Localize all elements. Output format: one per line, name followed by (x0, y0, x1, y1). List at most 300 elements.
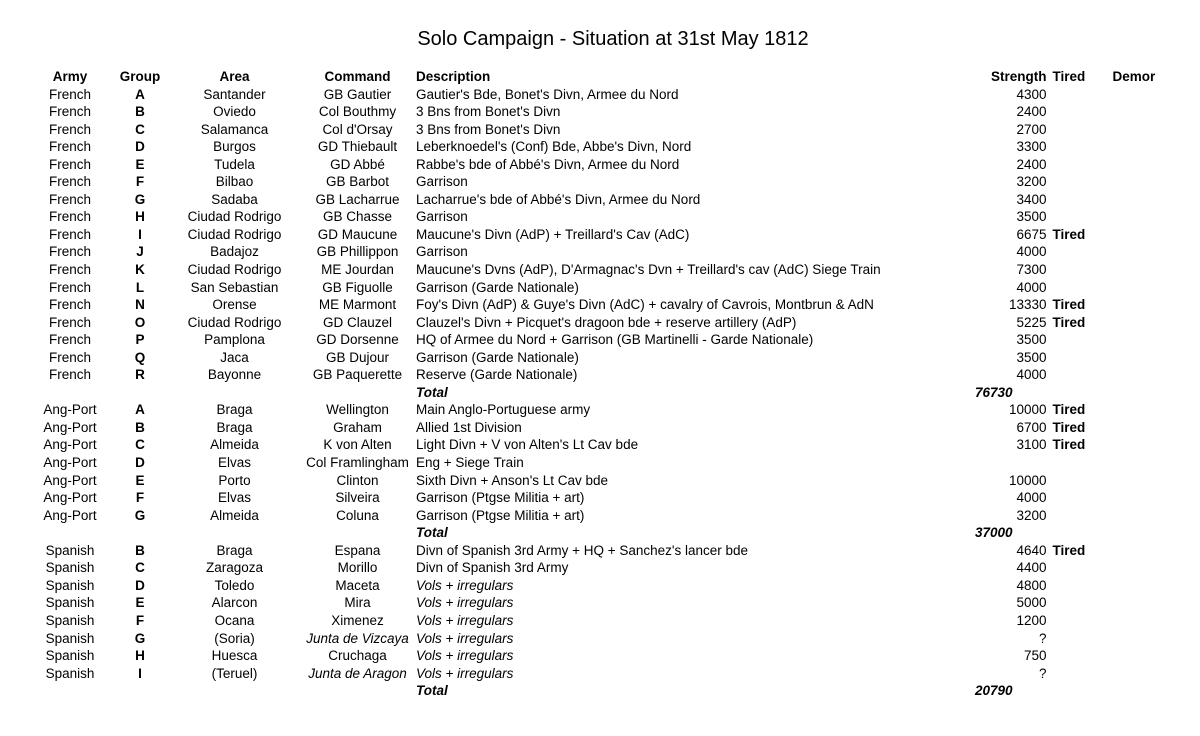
area-cell: Alarcon (211, 595, 258, 611)
description-cell: Vols + irregulars (416, 648, 514, 664)
header-army: Army (52, 69, 88, 84)
empty-cell (170, 682, 299, 700)
demor-cell (1113, 577, 1173, 595)
description-cell: Vols + irregulars (416, 665, 514, 681)
empty-cell (110, 384, 170, 402)
table-row (30, 454, 1173, 472)
description-cell: 3 Bns from Bonet's Divn (416, 104, 561, 120)
strength-cell: 10000 (1008, 472, 1047, 488)
group-cell: E (135, 595, 145, 611)
strength-cell: 3300 (1016, 139, 1047, 155)
tired-cell (1047, 103, 1113, 121)
description-cell: Light Divn + V von Alten's Lt Cav bde (416, 437, 639, 453)
description-cell: HQ of Armee du Nord + Garrison (GB Martinelli - Garde Nationale) (416, 332, 814, 348)
area-cell: (Teruel) (211, 665, 258, 681)
demor-cell (1113, 665, 1173, 683)
description-cell: Vols + irregulars (416, 612, 514, 628)
tired-cell: Tired (1052, 542, 1086, 558)
command-cell: GB Chasse (322, 209, 393, 225)
demor-cell (1113, 647, 1173, 665)
area-cell: Braga (216, 419, 253, 435)
tired-cell: Tired (1052, 297, 1086, 313)
empty-cell (1047, 682, 1113, 700)
total-value: 37000 (975, 525, 1013, 541)
demor-cell (1113, 454, 1173, 472)
area-cell: Toledo (214, 577, 255, 593)
area-cell: Elvas (217, 455, 251, 471)
army-cell: Spanish (45, 630, 95, 646)
group-cell: P (135, 332, 145, 348)
group-cell: L (135, 279, 145, 295)
demor-cell (1113, 401, 1173, 419)
demor-cell (1113, 261, 1173, 279)
group-cell: D (135, 577, 145, 593)
army-cell: French (48, 191, 92, 207)
description-cell: Garrison (Garde Nationale) (416, 349, 579, 365)
command-cell: Wellington (326, 402, 389, 418)
area-cell: Ciudad Rodrigo (187, 314, 282, 330)
table-row (30, 156, 1173, 174)
command-cell: Coluna (336, 507, 379, 523)
description-cell: Garrison (Ptgse Militia + art) (416, 507, 585, 523)
command-cell: Cruchaga (328, 648, 387, 664)
table-row (30, 279, 1173, 297)
tired-cell (1047, 577, 1113, 595)
demor-cell (1113, 296, 1173, 314)
strength-cell: 3200 (1016, 174, 1047, 190)
command-cell: Junta de Vizcaya (306, 630, 409, 646)
total-label: Total (416, 525, 448, 541)
empty-cell (1113, 524, 1173, 542)
group-cell: F (135, 612, 145, 628)
empty-cell (170, 524, 299, 542)
table-row (30, 436, 1173, 454)
command-cell: Mira (344, 595, 371, 611)
command-cell: GB Phillippon (316, 244, 399, 260)
tired-cell: Tired (1052, 402, 1086, 418)
empty-cell (1113, 384, 1173, 402)
area-cell: Ciudad Rodrigo (187, 262, 282, 278)
tired-cell (1047, 366, 1113, 384)
strength-cell: 4000 (1016, 279, 1047, 295)
empty-cell (110, 524, 170, 542)
group-cell: B (135, 542, 145, 558)
table-row (30, 647, 1173, 665)
empty-cell (1047, 384, 1113, 402)
group-cell: F (135, 490, 145, 506)
description-cell: Vols + irregulars (416, 577, 514, 593)
army-cell: French (48, 209, 92, 225)
table-row (30, 191, 1173, 209)
description-cell: Divn of Spanish 3rd Army + HQ + Sanchez's lancer bde (416, 542, 748, 558)
strength-cell: 3500 (1016, 209, 1047, 225)
army-cell: Spanish (45, 577, 95, 593)
description-cell: Garrison (Ptgse Militia + art) (416, 490, 585, 506)
command-cell: Silveira (335, 490, 380, 506)
total-value-cell (975, 682, 1047, 700)
header-row (30, 68, 1173, 86)
area-cell: Huesca (211, 648, 258, 664)
command-cell: ME Marmont (318, 297, 397, 313)
strength-cell: 1200 (1016, 612, 1047, 628)
table-row (30, 472, 1173, 490)
tired-cell (1047, 489, 1113, 507)
strength-cell: 4800 (1016, 577, 1047, 593)
tired-cell (1047, 243, 1113, 261)
total-label: Total (416, 683, 448, 699)
total-value-cell (975, 524, 1047, 542)
army-cell: French (48, 279, 92, 295)
tired-cell (1047, 191, 1113, 209)
demor-cell (1113, 331, 1173, 349)
strength-cell: 4640 (1016, 542, 1047, 558)
strength-cell: 3400 (1016, 191, 1047, 207)
area-cell: Braga (216, 542, 253, 558)
tired-cell (1047, 156, 1113, 174)
army-cell: French (48, 104, 92, 120)
page-title: Solo Campaign - Situation at 31st May 1812 (417, 28, 809, 50)
area-cell: Pamplona (204, 332, 265, 348)
tired-cell (1047, 612, 1113, 630)
command-cell: Junta de Aragon (308, 665, 407, 681)
army-cell: French (48, 226, 92, 242)
demor-cell (1113, 156, 1173, 174)
command-cell: GD Abbé (330, 156, 385, 172)
table-row (30, 630, 1173, 648)
header-demor: Demor (1112, 69, 1156, 84)
table-row (30, 296, 1173, 314)
tired-cell (1047, 594, 1113, 612)
demor-cell (1113, 612, 1173, 630)
table-row (30, 103, 1173, 121)
command-cell: GB Paquerette (312, 367, 403, 383)
strength-cell: 3500 (1016, 349, 1047, 365)
strength-cell: ? (1038, 630, 1047, 646)
strength-cell: 6700 (1016, 419, 1047, 435)
description-cell: Sixth Divn + Anson's Lt Cav bde (416, 472, 609, 488)
tired-cell: Tired (1052, 419, 1086, 435)
area-cell: Salamanca (200, 121, 269, 137)
strength-cell (991, 454, 1047, 472)
description-cell: Eng + Siege Train (416, 455, 524, 471)
group-cell: D (135, 139, 145, 155)
tired-cell: Tired (1052, 314, 1086, 330)
strength-cell: 5225 (1016, 314, 1047, 330)
strength-cell: 750 (1023, 648, 1047, 664)
tired-cell (1047, 349, 1113, 367)
army-cell: French (48, 297, 92, 313)
area-cell: Oviedo (213, 104, 256, 120)
table-row (30, 261, 1173, 279)
empty-cell (30, 384, 110, 402)
command-cell: Graham (333, 419, 382, 435)
area-cell: Santander (203, 86, 266, 102)
table-row (30, 507, 1173, 525)
demor-cell (1113, 121, 1173, 139)
army-cell: Spanish (45, 665, 95, 681)
tired-cell (1047, 208, 1113, 226)
group-cell: A (135, 86, 145, 102)
table-row (30, 138, 1173, 156)
tired-cell (1047, 173, 1113, 191)
army-cell: French (48, 139, 92, 155)
demor-cell (1113, 243, 1173, 261)
group-cell: K (135, 262, 145, 278)
group-cell: A (135, 402, 145, 418)
area-cell: Bilbao (215, 174, 254, 190)
strength-cell: 4000 (1016, 244, 1047, 260)
army-cell: Ang-Port (43, 455, 97, 471)
demor-cell (1113, 191, 1173, 209)
demor-cell (1113, 226, 1173, 244)
demor-cell (1113, 594, 1173, 612)
tired-cell (1047, 665, 1113, 683)
total-row (30, 524, 1173, 542)
strength-cell: 3500 (1016, 332, 1047, 348)
tired-cell (1047, 472, 1113, 490)
strength-cell: 10000 (1008, 402, 1047, 418)
description-cell: Gautier's Bde, Bonet's Divn, Armee du Nord (416, 86, 679, 102)
group-cell: H (135, 209, 145, 225)
description-cell: Garrison (Garde Nationale) (416, 279, 579, 295)
group-cell: B (135, 104, 145, 120)
command-cell: GB Barbot (325, 174, 390, 190)
header-description: Description (416, 69, 491, 84)
description-cell: Garrison (416, 244, 468, 260)
tired-cell: Tired (1052, 437, 1086, 453)
empty-cell (1047, 524, 1113, 542)
header-group: Group (119, 69, 161, 84)
army-cell: Ang-Port (43, 437, 97, 453)
header-area: Area (219, 69, 250, 84)
group-cell: N (135, 297, 145, 313)
area-cell: Almeida (210, 437, 259, 453)
table-row (30, 612, 1173, 630)
empty-cell (299, 384, 416, 402)
demor-cell (1113, 208, 1173, 226)
army-cell: French (48, 244, 92, 260)
army-cell: Ang-Port (43, 419, 97, 435)
demor-cell (1113, 542, 1173, 560)
table-row (30, 665, 1173, 683)
group-cell: B (135, 419, 145, 435)
demor-cell (1113, 419, 1173, 437)
area-cell: Ocana (214, 612, 255, 628)
description-cell: Garrison (416, 174, 468, 190)
group-cell: E (135, 156, 145, 172)
command-cell: GB Gautier (323, 86, 392, 102)
strength-cell: 2400 (1016, 156, 1047, 172)
command-cell: GD Clauzel (322, 314, 393, 330)
table-row (30, 314, 1173, 332)
army-cell: French (48, 156, 92, 172)
command-cell: GD Maucune (317, 226, 398, 242)
tired-cell (1047, 630, 1113, 648)
strength-cell: 4300 (1016, 86, 1047, 102)
table-row (30, 121, 1173, 139)
empty-cell (170, 384, 299, 402)
strength-cell: 2700 (1016, 121, 1047, 137)
command-cell: K von Alten (323, 437, 392, 453)
strength-cell: 3100 (1016, 437, 1047, 453)
strength-cell: 4000 (1016, 367, 1047, 383)
command-cell: GB Dujour (325, 349, 390, 365)
strength-cell: 4000 (1016, 490, 1047, 506)
army-cell: Spanish (45, 595, 95, 611)
army-cell: French (48, 367, 92, 383)
tired-cell (1047, 331, 1113, 349)
group-cell: F (135, 174, 145, 190)
total-value: 20790 (975, 683, 1013, 699)
army-cell: French (48, 349, 92, 365)
demor-cell (1113, 630, 1173, 648)
description-cell: Foy's Divn (AdP) & Guye's Divn (AdC) + cavalry of Cavrois, Montbrun & AdN (416, 297, 874, 313)
area-cell: Jaca (220, 349, 249, 365)
table-row (30, 594, 1173, 612)
group-cell: I (138, 226, 142, 242)
army-cell: French (48, 314, 92, 330)
demor-cell (1113, 103, 1173, 121)
area-cell: Ciudad Rodrigo (187, 209, 282, 225)
table-row (30, 331, 1173, 349)
description-cell: Clauzel's Divn + Picquet's dragoon bde + reserve artillery (AdP) (416, 314, 797, 330)
description-cell: Garrison (416, 209, 468, 225)
group-cell: C (135, 560, 145, 576)
strength-cell: ? (1038, 665, 1047, 681)
area-cell: Porto (218, 472, 251, 488)
total-value: 76730 (975, 384, 1013, 400)
tired-cell (1047, 454, 1113, 472)
tired-cell (1047, 121, 1113, 139)
area-cell: Ciudad Rodrigo (187, 226, 282, 242)
header-command: Command (324, 69, 391, 84)
empty-cell (30, 524, 110, 542)
table-row (30, 542, 1173, 560)
description-cell: 3 Bns from Bonet's Divn (416, 121, 561, 137)
tired-cell (1047, 261, 1113, 279)
strength-cell: 7300 (1016, 262, 1047, 278)
group-cell: G (134, 507, 146, 523)
army-cell: Ang-Port (43, 402, 97, 418)
army-cell: French (48, 332, 92, 348)
army-cell: French (48, 174, 92, 190)
description-cell: Vols + irregulars (416, 630, 514, 646)
description-cell: Divn of Spanish 3rd Army (416, 560, 569, 576)
tired-cell (1047, 507, 1113, 525)
table-row (30, 577, 1173, 595)
command-cell: Clinton (336, 472, 379, 488)
demor-cell (1113, 279, 1173, 297)
table-row (30, 366, 1173, 384)
command-cell: Col d'Orsay (322, 121, 393, 137)
area-cell: Zaragoza (205, 560, 264, 576)
total-label: Total (416, 384, 448, 400)
area-cell: Bayonne (207, 367, 262, 383)
army-cell: Spanish (45, 542, 95, 558)
strength-cell: 6675 (1016, 226, 1047, 242)
area-cell: Elvas (217, 490, 251, 506)
command-cell: GB Lacharrue (315, 191, 400, 207)
empty-cell (110, 682, 170, 700)
table-row (30, 401, 1173, 419)
demor-cell (1113, 86, 1173, 104)
description-cell: Allied 1st Division (416, 419, 522, 435)
strength-cell: 3200 (1016, 507, 1047, 523)
description-cell: Maucune's Divn (AdP) + Treillard's Cav (AdC) (416, 226, 690, 242)
demor-cell (1113, 314, 1173, 332)
army-cell: Ang-Port (43, 472, 97, 488)
strength-cell: 5000 (1016, 595, 1047, 611)
description-cell: Main Anglo-Portuguese army (416, 402, 591, 418)
group-cell: D (135, 455, 145, 471)
tired-cell (1047, 647, 1113, 665)
area-cell: Sadaba (211, 191, 258, 207)
total-value-cell (975, 384, 1047, 402)
description-cell: Rabbe's bde of Abbé's Divn, Armee du Nord (416, 156, 680, 172)
tired-cell (1047, 559, 1113, 577)
area-cell: Tudela (214, 156, 255, 172)
description-cell: Maucune's Dvns (AdP), D'Armagnac's Dvn + Treillard's cav (AdC) Siege Train (416, 262, 881, 278)
army-cell: French (48, 121, 92, 137)
empty-cell (299, 682, 416, 700)
group-cell: O (134, 314, 146, 330)
area-cell: Burgos (213, 139, 256, 155)
command-cell: GD Thiebault (317, 139, 398, 155)
table-row (30, 173, 1173, 191)
description-cell: Reserve (Garde Nationale) (416, 367, 578, 383)
strength-cell: 13330 (1008, 297, 1047, 313)
header-tired: Tired (1052, 69, 1086, 84)
header-strength: Strength (991, 69, 1047, 84)
group-cell: G (134, 191, 146, 207)
total-row (30, 682, 1173, 700)
tired-cell: Tired (1052, 226, 1086, 242)
army-cell: Spanish (45, 648, 95, 664)
table-row (30, 559, 1173, 577)
strength-cell: 4400 (1016, 560, 1047, 576)
area-cell: Orense (212, 297, 257, 313)
strength-cell: 2400 (1016, 104, 1047, 120)
command-cell: Col Framlingham (306, 455, 409, 471)
table-row (30, 226, 1173, 244)
command-cell: Col Bouthmy (318, 104, 397, 120)
description-cell: Vols + irregulars (416, 595, 514, 611)
table-row (30, 243, 1173, 261)
demor-cell (1113, 173, 1173, 191)
area-cell: (Soria) (214, 630, 255, 646)
command-cell: Ximenez (331, 612, 384, 628)
area-cell: Badajoz (210, 244, 259, 260)
table-row (30, 86, 1173, 104)
tired-cell (1047, 138, 1113, 156)
command-cell: GB Figuolle (322, 279, 393, 295)
army-cell: Ang-Port (43, 507, 97, 523)
demor-cell (1113, 472, 1173, 490)
description-cell: Leberknoedel's (Conf) Bde, Abbe's Divn, Nord (416, 139, 692, 155)
demor-cell (1113, 349, 1173, 367)
total-row (30, 384, 1173, 402)
group-cell: I (138, 665, 142, 681)
table-body (30, 86, 1173, 700)
demor-cell (1113, 489, 1173, 507)
command-cell: Espana (334, 542, 381, 558)
group-cell: H (135, 648, 145, 664)
demor-cell (1113, 366, 1173, 384)
army-cell: Ang-Port (43, 490, 97, 506)
area-cell: San Sebastian (190, 279, 279, 295)
tired-cell (1047, 279, 1113, 297)
empty-cell (299, 524, 416, 542)
